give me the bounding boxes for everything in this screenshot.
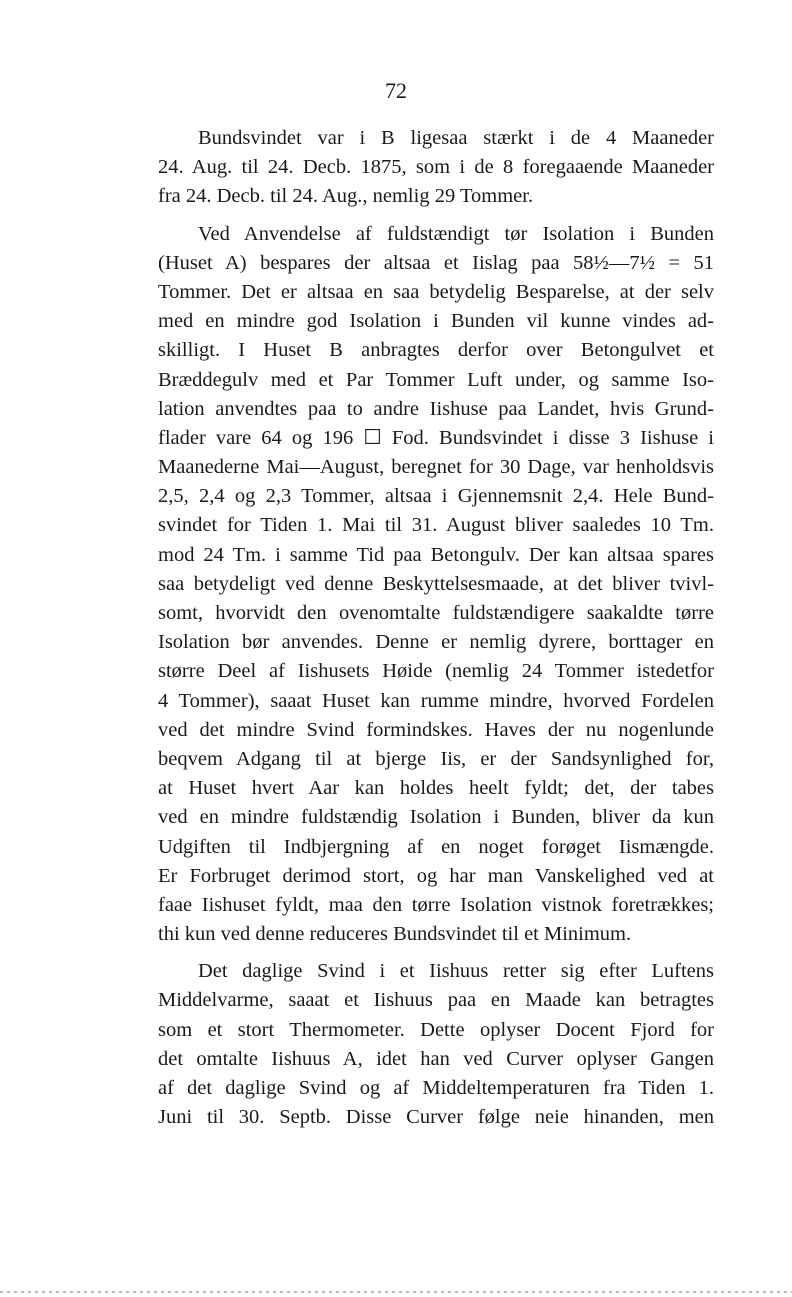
text-line: af det daglige Svind og af Middeltemperaturen fra Tiden 1. [158, 1077, 714, 1099]
paragraph-gap [158, 212, 714, 220]
text-line: lation anvendtes paa to andre Iishuse paa Landet, hvis Grund- [158, 397, 714, 420]
text-line: 4 Tommer), saaat Huset kan rumme mindre, hvorved Fordelen [158, 689, 714, 712]
text-line: Bræddegulv med et Par Tommer Luft under, og samme Iso- [158, 368, 714, 391]
paragraph [158, 957, 714, 1132]
text-line: Juni til 30. Septb. Disse Curver følge neie hinanden, men [158, 1106, 714, 1129]
text-line: somt, hvorvidt den ovenomtalte fuldstændigere saakaldte tørre [158, 602, 714, 624]
text-line: med en mindre god Isolation i Bunden vil kunne vindes ad- [158, 310, 714, 333]
text-line: thi kun ved denne reduceres Bundsvindet til et Minimum. [158, 923, 632, 946]
text-line: flader vare 64 og 196 ☐ Fod. Bundsvindet i disse 3 Iishuse i [158, 426, 714, 449]
text-line: fra 24. Decb. til 24. Aug., nemlig 29 Tommer. [158, 185, 534, 208]
text-line: saa betydeligt ved denne Beskyttelsesmaade, at det bliver tvivl- [158, 572, 714, 595]
text-line: ved en mindre fuldstændig Isolation i Bunden, bliver da kun [158, 806, 714, 829]
text-line: (Huset A) bespares der altsaa et Iislag paa 58½—7½ = 51 [158, 251, 714, 274]
text-line: 24. Aug. til 24. Decb. 1875, som i de 8 foregaaende Maaneder [158, 156, 714, 179]
text-line: beqvem Adgang til at bjerge Iis, er der Sandsynlighed for, [158, 747, 714, 770]
text-line: Udgiften til Indbjergning af en noget forøget Iismængde. [158, 835, 714, 858]
paragraph-gap [158, 949, 714, 957]
text-line: mod 24 Tm. i samme Tid paa Betongulv. Der kan altsaa spares [158, 543, 714, 566]
text-line: ved det mindre Svind formindskes. Haves der nu nogenlunde [158, 718, 714, 741]
text-line: større Deel af Iishusets Høide (nemlig 24 Tommer istedetfor [158, 660, 714, 683]
text-line: skilligt. I Huset B anbragtes derfor over Betongulvet et [158, 339, 714, 362]
text-line: Middelvarme, saaat et Iishuus paa en Maade kan betragtes [158, 989, 714, 1012]
text-line: Bundsvindet var i B ligesaa stærkt i de 4 Maaneder [198, 127, 714, 149]
text-line: Maanederne Mai—August, beregnet for 30 Dage, var henholdsvis [158, 456, 714, 479]
text-line: Det daglige Svind i et Iishuus retter sig efter Luftens [198, 960, 714, 983]
text-line: 2,5, 2,4 og 2,3 Tommer, altsaa i Gjennemsnit 2,4. Hele Bund- [158, 485, 714, 508]
page-number: 72 [385, 78, 407, 103]
body-text [158, 124, 714, 1132]
text-line: som et stort Thermometer. Dette oplyser Docent Fjord for [158, 1018, 714, 1041]
text-line: det omtalte Iishuus A, idet han ved Curver oplyser Gangen [158, 1047, 714, 1070]
paragraph [158, 124, 714, 212]
text-line: at Huset hvert Aar kan holdes heelt fyldt; det, der tabes [158, 777, 714, 800]
text-line: faae Iishuset fyldt, maa den tørre Isolation vistnok foretrækkes; [158, 893, 714, 916]
text-line: Isolation bør anvendes. Denne er nemlig dyrere, borttager en [158, 631, 714, 654]
text-line: Ved Anvendelse af fuldstændigt tør Isolation i Bunden [198, 222, 714, 245]
text-line: svindet for Tiden 1. Mai til 31. August bliver saaledes 10 Tm. [158, 514, 714, 537]
text-line: Er Forbruget derimod stort, og har man Vanskelighed ved at [158, 864, 714, 887]
text-line: Tommer. Det er altsaa en saa betydelig Besparelse, at der selv [158, 280, 714, 303]
page-bottom-edge [0, 1291, 792, 1293]
paragraph [158, 220, 714, 950]
